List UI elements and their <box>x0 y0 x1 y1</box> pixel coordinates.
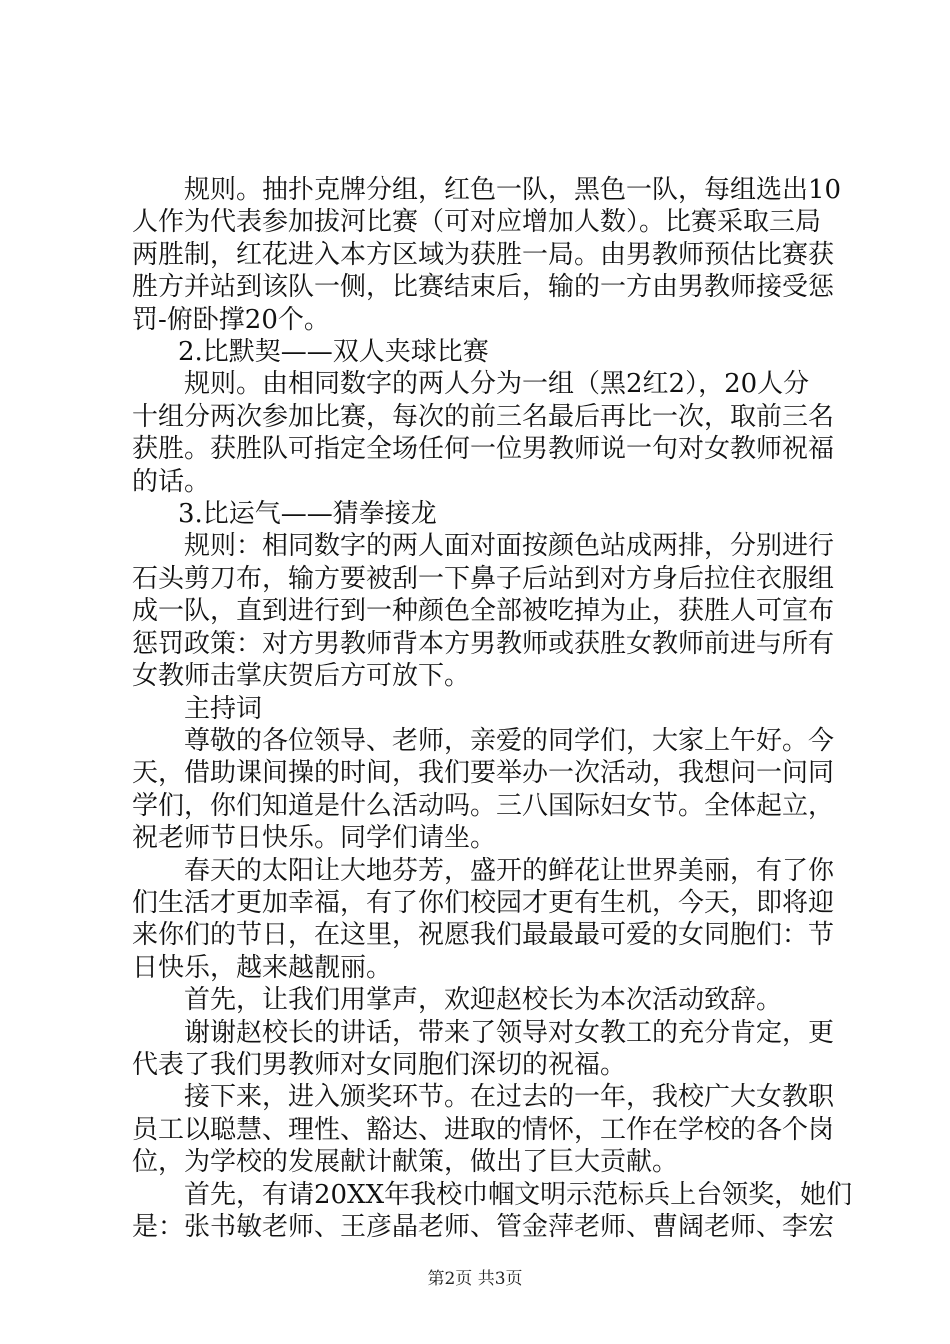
text-line: 们生活才更加幸福，有了你们校园才更有生机，今天，即将迎 <box>132 887 835 918</box>
text-line: 规则。抽扑克牌分组，红色一队，黑色一队，每组选出10 <box>184 175 842 205</box>
page-number: 第2页 共3页 <box>427 1269 523 1289</box>
text-line: 接下来，进入颁奖环节。在过去的一年，我校广大女教职 <box>184 1082 835 1113</box>
text-line: 3.比运气——猜拳接龙 <box>178 499 437 530</box>
text-line: 是：张书敏老师、王彦晶老师、管金萍老师、曹阔老师、李宏 <box>132 1212 835 1242</box>
text-line: 的话。 <box>132 466 211 497</box>
text-line: 来你们的节日，在这里，祝愿我们最最最可爱的女同胞们：节 <box>132 920 835 951</box>
text-line: 日快乐，越来越靓丽。 <box>132 952 393 983</box>
section-heading <box>132 336 832 368</box>
paragraph <box>132 984 832 1016</box>
paragraph <box>132 530 835 692</box>
text-line: 首先，让我们用掌声，欢迎赵校长为本次活动致辞。 <box>184 985 783 1016</box>
text-line: 员工以聪慧、理性、豁达、进取的情怀，工作在学校的各个岗 <box>132 1114 835 1145</box>
paragraph <box>132 368 835 498</box>
text-line: 人作为代表参加拔河比赛（可对应增加人数）。比赛采取三局 <box>132 207 822 238</box>
text-line: 女教师击掌庆贺后方可放下。 <box>132 661 471 692</box>
text-line: 谢谢赵校长的讲话，带来了领导对女教工的充分肯定，更 <box>184 1017 835 1048</box>
text-line: 罚-俯卧撑20个。 <box>132 304 330 335</box>
page-footer <box>0 1264 950 1289</box>
text-line: 祝老师节日快乐。同学们请坐。 <box>132 823 497 854</box>
paragraph <box>132 855 835 985</box>
document-body <box>132 174 853 1243</box>
section-heading <box>132 498 832 530</box>
text-line: 主持词 <box>184 693 263 724</box>
text-line: 春天的太阳让大地芬芳，盛开的鲜花让世界美丽，有了你 <box>184 855 835 886</box>
text-line: 获胜。获胜队可指定全场任何一位男教师说一句对女教师祝福 <box>132 434 835 465</box>
paragraph <box>132 725 835 855</box>
paragraph <box>132 1179 853 1244</box>
paragraph <box>132 1017 835 1082</box>
text-line: 两胜制，红花进入本方区域为获胜一局。由男教师预估比赛获 <box>132 239 835 270</box>
paragraph <box>132 693 832 725</box>
text-line: 成一队，直到进行到一种颜色全部被吃掉为止，获胜人可宣布 <box>132 596 835 627</box>
paragraph <box>132 1081 835 1178</box>
text-line: 尊敬的各位领导、老师，亲爱的同学们，大家上午好。今 <box>184 725 835 756</box>
text-line: 规则：相同数字的两人面对面按颜色站成两排，分别进行 <box>184 531 835 562</box>
text-line: 胜方并站到该队一侧，比赛结束后，输的一方由男教师接受惩 <box>132 272 835 303</box>
text-line: 天，借助课间操的时间，我们要举办一次活动，我想问一问同 <box>132 758 835 789</box>
text-line: 惩罚政策：对方男教师背本方男教师或获胜女教师前进与所有 <box>132 628 835 659</box>
text-line: 代表了我们男教师对女同胞们深切的祝福。 <box>132 1049 627 1080</box>
text-line: 2.比默契——双人夹球比赛 <box>178 337 489 368</box>
text-line: 学们，你们知道是什么活动吗。三八国际妇女节。全体起立， <box>132 790 835 821</box>
text-line: 规则。由相同数字的两人分为一组（黑2红2），20人分 <box>184 369 810 400</box>
text-line: 十组分两次参加比赛，每次的前三名最后再比一次，取前三名 <box>132 401 835 432</box>
paragraph <box>132 174 842 336</box>
text-line: 首先，有请20XX年我校巾帼文明示范标兵上台领奖，她们 <box>184 1179 853 1210</box>
text-line: 石头剪刀布，输方要被刮一下鼻子后站到对方身后拉住衣服组 <box>132 563 835 594</box>
text-line: 位，为学校的发展献计献策，做出了巨大贡献。 <box>132 1147 679 1178</box>
